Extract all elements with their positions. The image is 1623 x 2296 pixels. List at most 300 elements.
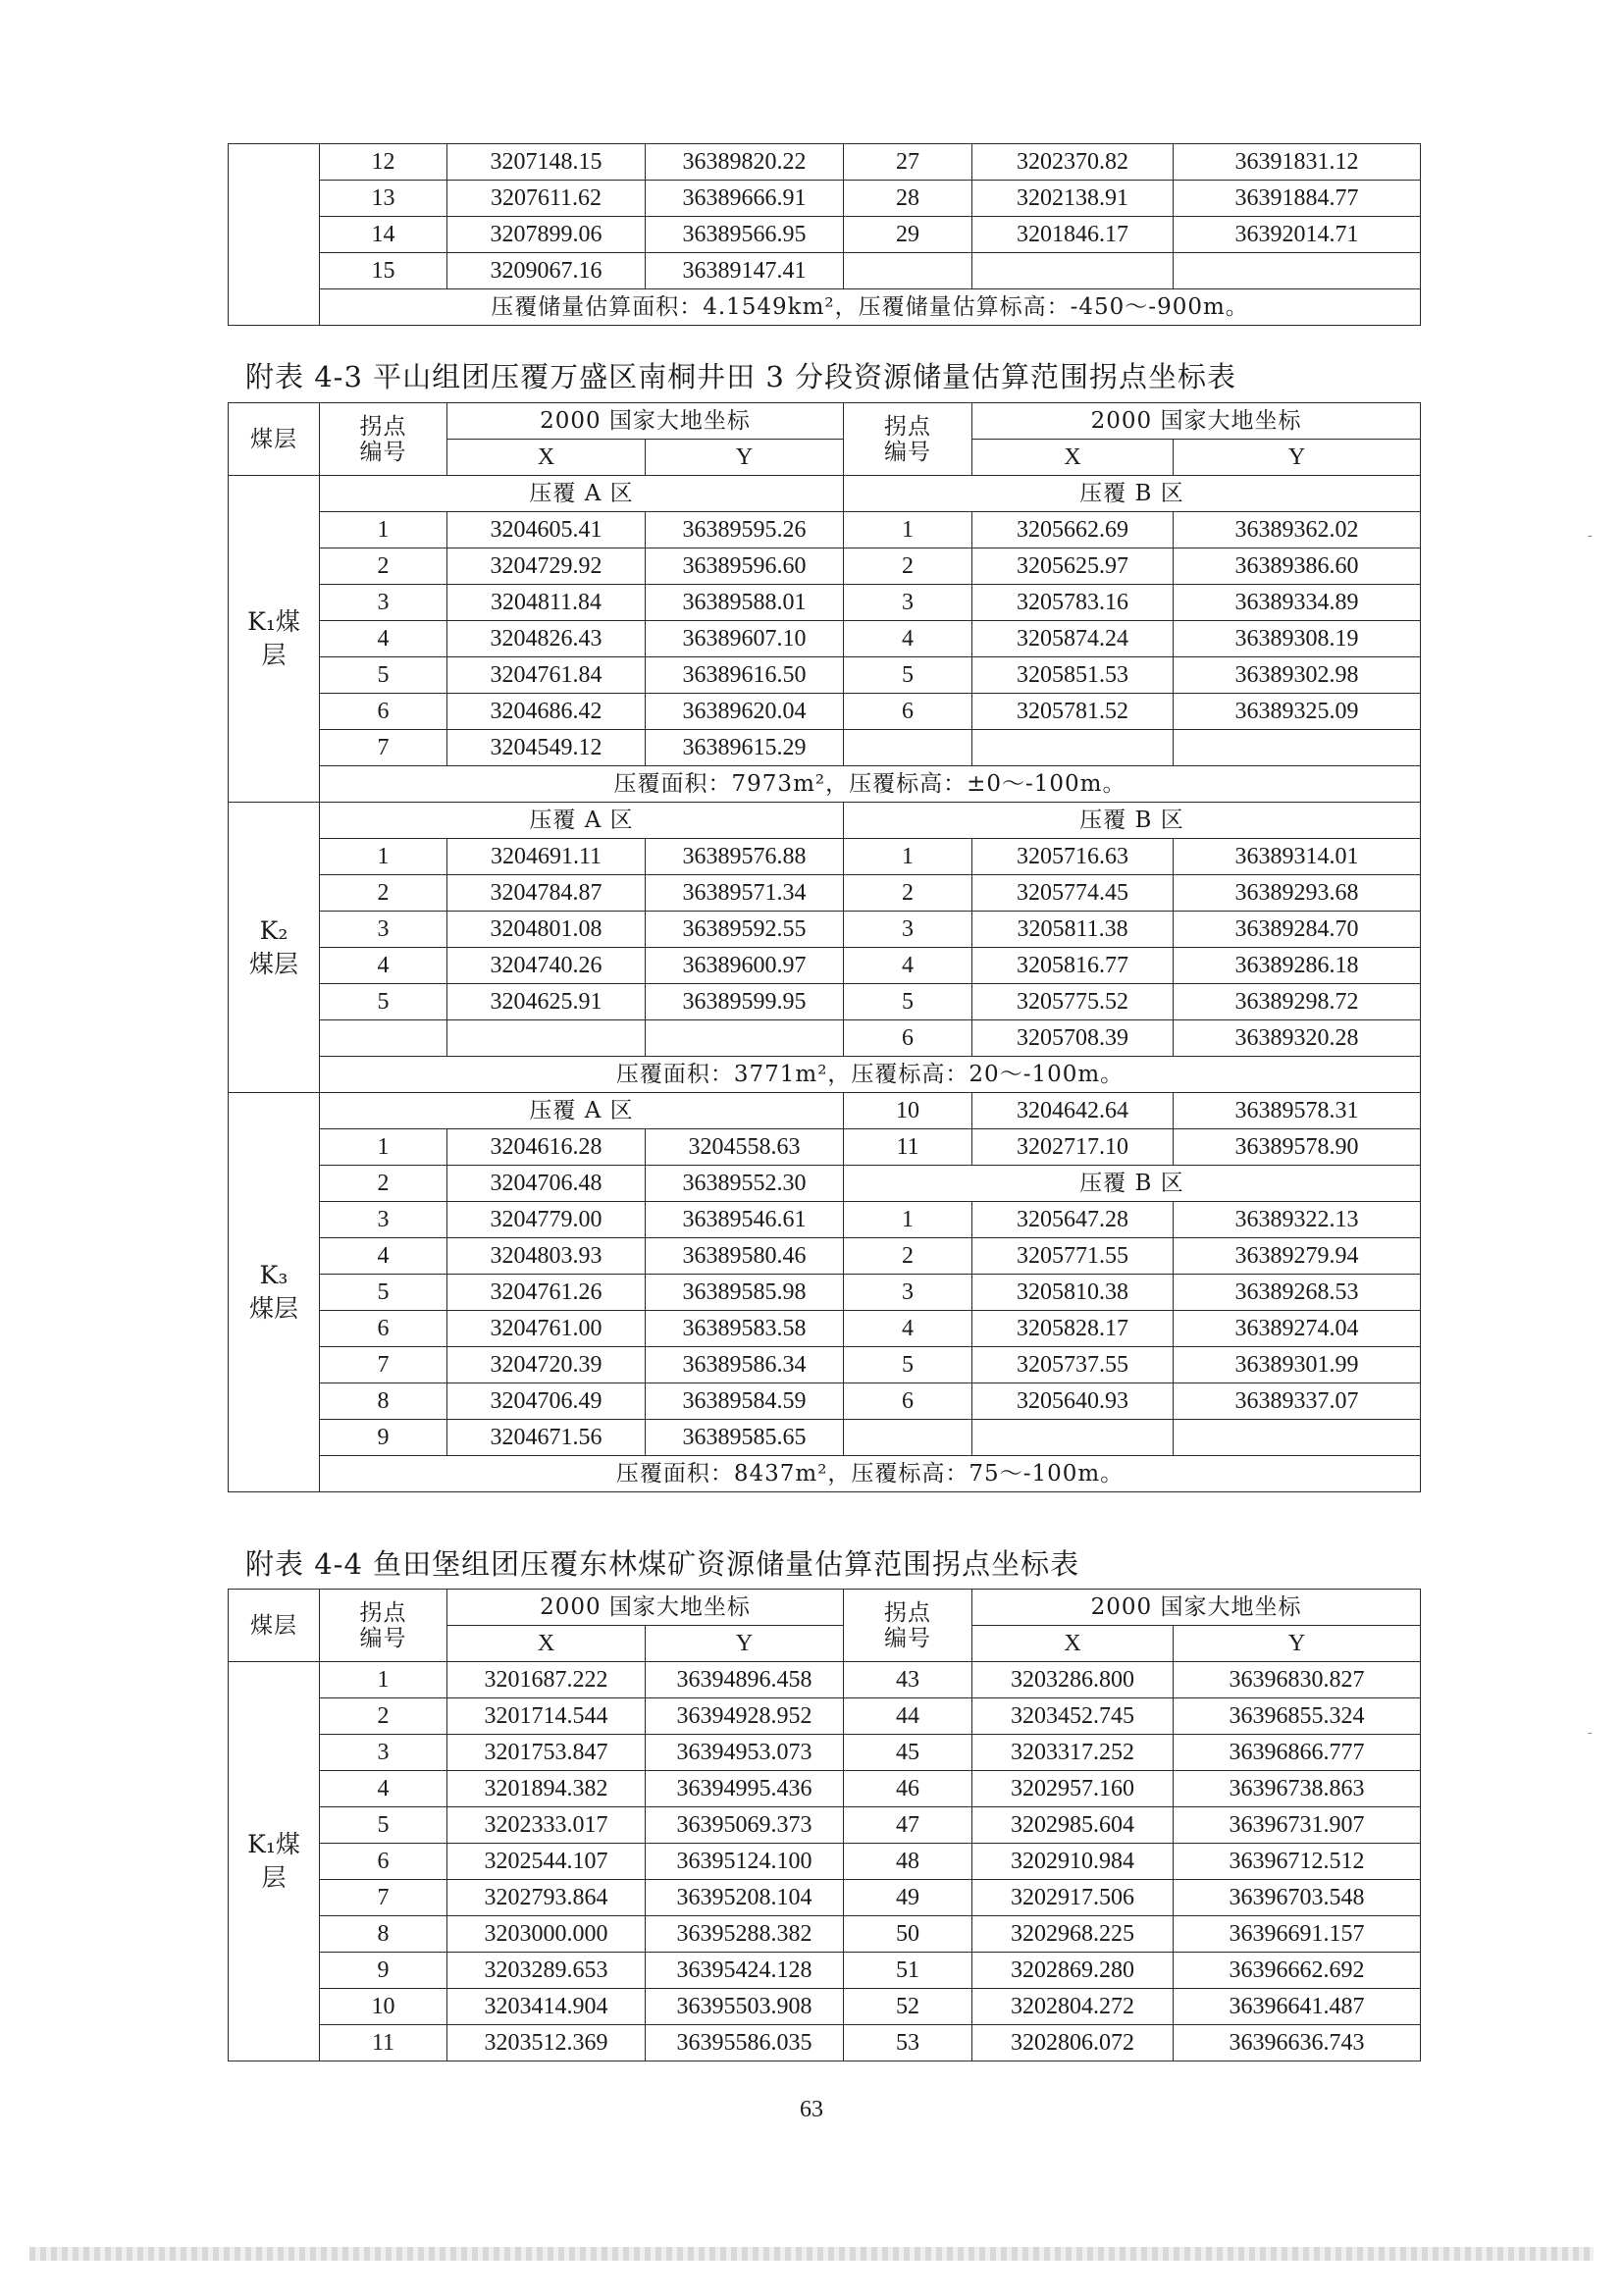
y-coordinate: 36389320.28 (1174, 1020, 1421, 1057)
point-number: 3 (844, 585, 972, 621)
x-coordinate: 3205625.97 (972, 548, 1174, 585)
x-coordinate: 3205737.55 (972, 1347, 1174, 1383)
y-coordinate: 36389293.68 (1174, 875, 1421, 912)
y-coordinate: 36389600.97 (646, 948, 844, 984)
point-number: 46 (844, 1771, 972, 1807)
header-point-no: 拐点 编号 (320, 403, 447, 476)
table-row (229, 1311, 1421, 1347)
point-number: 11 (320, 2025, 447, 2061)
x-coordinate: 3204616.28 (447, 1129, 646, 1166)
table-row (229, 1420, 1421, 1456)
table-row (229, 1807, 1421, 1844)
point-number: 2 (320, 548, 447, 585)
x-coordinate: 3204706.48 (447, 1166, 646, 1202)
table-row (229, 1275, 1421, 1311)
x-coordinate: 3205708.39 (972, 1020, 1174, 1057)
y-coordinate: 36389298.72 (1174, 984, 1421, 1020)
table-row (229, 1020, 1421, 1057)
x-coordinate: 3202985.604 (972, 1807, 1174, 1844)
point-number: 7 (320, 1347, 447, 1383)
x-coordinate: 3205647.28 (972, 1202, 1174, 1238)
x-coordinate: 3205874.24 (972, 621, 1174, 657)
table-row (229, 253, 1421, 289)
x-coordinate: 3202370.82 (972, 144, 1174, 181)
point-number: 9 (320, 1953, 447, 1989)
y-coordinate: 36396636.743 (1174, 2025, 1421, 2061)
note-row (229, 1057, 1421, 1093)
header-y: Y (1174, 1626, 1421, 1662)
x-coordinate: 3201753.847 (447, 1735, 646, 1771)
y-coordinate: 36389552.30 (646, 1166, 844, 1202)
x-coordinate: 3202793.864 (447, 1880, 646, 1916)
x-coordinate: 3207899.06 (447, 217, 646, 253)
table-row (229, 1383, 1421, 1420)
x-coordinate: 3205816.77 (972, 948, 1174, 984)
x-coordinate: 3202333.017 (447, 1807, 646, 1844)
x-coordinate: 3207148.15 (447, 144, 646, 181)
y-coordinate: 36389586.34 (646, 1347, 844, 1383)
x-coordinate: 3204625.91 (447, 984, 646, 1020)
table-row (229, 1238, 1421, 1275)
y-coordinate: 36389362.02 (1174, 512, 1421, 548)
header-x: X (447, 440, 646, 476)
y-coordinate: 36389268.53 (1174, 1275, 1421, 1311)
table-row (229, 1347, 1421, 1383)
y-coordinate: 36389302.98 (1174, 657, 1421, 694)
x-coordinate: 3203286.800 (972, 1662, 1174, 1698)
point-number: 2 (320, 1698, 447, 1735)
y-coordinate: 36395124.100 (646, 1844, 844, 1880)
x-coordinate: 3207611.62 (447, 181, 646, 217)
point-number: 44 (844, 1698, 972, 1735)
point-number: 4 (320, 1238, 447, 1275)
empty-cell (1174, 1420, 1421, 1456)
y-coordinate: 36391884.77 (1174, 181, 1421, 217)
table-row (229, 948, 1421, 984)
point-number: 1 (320, 512, 447, 548)
area-elevation-note: 压覆面积：7973m²，压覆标高：±0～-100m。 (320, 766, 1421, 803)
y-coordinate: 36396855.324 (1174, 1698, 1421, 1735)
x-coordinate: 3203289.653 (447, 1953, 646, 1989)
y-coordinate: 36394928.952 (646, 1698, 844, 1735)
y-coordinate: 36389314.01 (1174, 839, 1421, 875)
y-coordinate: 36389596.60 (646, 548, 844, 585)
zone-row (229, 1093, 1421, 1129)
coal-layer-label: K₁煤 层 (229, 1662, 320, 2061)
point-number: 13 (320, 181, 447, 217)
table-row (229, 512, 1421, 548)
coal-layer-label (229, 144, 320, 326)
point-number: 3 (320, 1735, 447, 1771)
y-coordinate: 36396703.548 (1174, 1880, 1421, 1916)
header-coord-system: 2000 国家大地坐标 (972, 403, 1421, 440)
y-coordinate: 36395069.373 (646, 1807, 844, 1844)
x-coordinate: 3204605.41 (447, 512, 646, 548)
y-coordinate: 36389284.70 (1174, 912, 1421, 948)
zone-b-label: 压覆 B 区 (844, 803, 1421, 839)
header-x: X (447, 1626, 646, 1662)
y-coordinate: 36389588.01 (646, 585, 844, 621)
point-number: 29 (844, 217, 972, 253)
header-row (229, 1590, 1421, 1626)
table-row (229, 2025, 1421, 2061)
x-coordinate: 3202910.984 (972, 1844, 1174, 1880)
point-number: 5 (320, 657, 447, 694)
x-coordinate: 3204706.49 (447, 1383, 646, 1420)
point-number: 2 (844, 875, 972, 912)
table-caption-4-3: 附表 4-3 平山组团压覆万盛区南桐井田 3 分段资源储量估算范围拐点坐标表 (245, 360, 1237, 393)
table-row (229, 730, 1421, 766)
header-row (229, 403, 1421, 440)
header-layer: 煤层 (229, 403, 320, 476)
point-number: 10 (844, 1093, 972, 1129)
x-coordinate: 3201687.222 (447, 1662, 646, 1698)
point-number: 49 (844, 1880, 972, 1916)
y-coordinate: 36394896.458 (646, 1662, 844, 1698)
y-coordinate: 36394953.073 (646, 1735, 844, 1771)
y-coordinate: 36395288.382 (646, 1916, 844, 1953)
table-row (229, 1202, 1421, 1238)
header-y: Y (646, 440, 844, 476)
coordinate-table-4-4 (228, 1589, 1421, 2061)
y-coordinate: 36389615.29 (646, 730, 844, 766)
point-number: 8 (320, 1916, 447, 1953)
point-number: 5 (844, 984, 972, 1020)
x-coordinate: 3202717.10 (972, 1129, 1174, 1166)
x-coordinate: 3204801.08 (447, 912, 646, 948)
x-coordinate: 3203317.252 (972, 1735, 1174, 1771)
y-coordinate: 36396712.512 (1174, 1844, 1421, 1880)
y-coordinate: 36389583.58 (646, 1311, 844, 1347)
y-coordinate: 36396866.777 (1174, 1735, 1421, 1771)
x-coordinate: 3203414.904 (447, 1989, 646, 2025)
point-number: 5 (320, 1275, 447, 1311)
y-coordinate: 3204558.63 (646, 1129, 844, 1166)
point-number: 6 (844, 1020, 972, 1057)
y-coordinate: 36389274.04 (1174, 1311, 1421, 1347)
zone-a-label: 压覆 A 区 (320, 476, 844, 512)
y-coordinate: 36391831.12 (1174, 144, 1421, 181)
y-coordinate (1174, 730, 1421, 766)
table-row (229, 1880, 1421, 1916)
note-row (229, 766, 1421, 803)
point-number: 14 (320, 217, 447, 253)
x-coordinate: 3203512.369 (447, 2025, 646, 2061)
x-coordinate: 3204691.11 (447, 839, 646, 875)
point-number: 5 (320, 1807, 447, 1844)
point-number: 5 (320, 984, 447, 1020)
y-coordinate: 36396731.907 (1174, 1807, 1421, 1844)
area-elevation-note: 压覆储量估算面积：4.1549km²，压覆储量估算标高：-450～-900m。 (320, 289, 1421, 326)
point-number: 3 (320, 585, 447, 621)
x-coordinate: 3204761.84 (447, 657, 646, 694)
zone-b-label: 压覆 B 区 (844, 1166, 1421, 1202)
y-coordinate: 36395208.104 (646, 1880, 844, 1916)
coal-layer-label: K₂ 煤层 (229, 803, 320, 1093)
x-coordinate: 3204642.64 (972, 1093, 1174, 1129)
y-coordinate: 36396662.692 (1174, 1953, 1421, 1989)
point-number: 4 (844, 621, 972, 657)
table-row (229, 984, 1421, 1020)
point-number: 1 (844, 839, 972, 875)
scan-mark: - (1588, 1725, 1593, 1741)
point-number (844, 730, 972, 766)
y-coordinate: 36392014.71 (1174, 217, 1421, 253)
point-number: 6 (844, 694, 972, 730)
header-point-no: 拐点 编号 (844, 403, 972, 476)
point-number: 3 (844, 1275, 972, 1311)
header-coord-system: 2000 国家大地坐标 (972, 1590, 1421, 1626)
y-coordinate: 36389584.59 (646, 1383, 844, 1420)
point-number: 3 (320, 1202, 447, 1238)
y-coordinate: 36389620.04 (646, 694, 844, 730)
table-row (229, 217, 1421, 253)
header-point-no: 拐点 编号 (844, 1590, 972, 1662)
x-coordinate: 3209067.16 (447, 253, 646, 289)
y-coordinate: 36389337.07 (1174, 1383, 1421, 1420)
y-coordinate (646, 1020, 844, 1057)
y-coordinate: 36389576.88 (646, 839, 844, 875)
y-coordinate: 36389301.99 (1174, 1347, 1421, 1383)
x-coordinate: 3202138.91 (972, 181, 1174, 217)
point-number: 4 (844, 948, 972, 984)
header-point-no: 拐点 编号 (320, 1590, 447, 1662)
zone-row (229, 476, 1421, 512)
x-coordinate: 3202869.280 (972, 1953, 1174, 1989)
header-coord-system: 2000 国家大地坐标 (447, 403, 844, 440)
table-row (229, 1129, 1421, 1166)
zone-a-label: 压覆 A 区 (320, 803, 844, 839)
y-coordinate: 36389386.60 (1174, 548, 1421, 585)
table-row (229, 1662, 1421, 1698)
point-number: 4 (320, 621, 447, 657)
point-number: 28 (844, 181, 972, 217)
y-coordinate: 36389592.55 (646, 912, 844, 948)
table-row (229, 912, 1421, 948)
point-number: 6 (320, 694, 447, 730)
y-coordinate: 36396641.487 (1174, 1989, 1421, 2025)
y-coordinate: 36389820.22 (646, 144, 844, 181)
x-coordinate: 3201846.17 (972, 217, 1174, 253)
point-number: 7 (320, 730, 447, 766)
table-row (229, 1771, 1421, 1807)
zone-a-label: 压覆 A 区 (320, 1093, 844, 1129)
x-coordinate: 3205851.53 (972, 657, 1174, 694)
point-number: 1 (844, 512, 972, 548)
x-coordinate: 3201894.382 (447, 1771, 646, 1807)
point-number (844, 253, 972, 289)
header-x: X (972, 440, 1174, 476)
x-coordinate: 3202957.160 (972, 1771, 1174, 1807)
point-number: 3 (844, 912, 972, 948)
x-coordinate: 3204779.00 (447, 1202, 646, 1238)
table-row (229, 1916, 1421, 1953)
table-row (229, 1953, 1421, 1989)
point-number (320, 1020, 447, 1057)
y-coordinate: 36389595.26 (646, 512, 844, 548)
x-coordinate: 3205811.38 (972, 912, 1174, 948)
y-coordinate: 36389578.31 (1174, 1093, 1421, 1129)
x-coordinate: 3204811.84 (447, 585, 646, 621)
x-coordinate: 3204826.43 (447, 621, 646, 657)
x-coordinate: 3204686.42 (447, 694, 646, 730)
y-coordinate: 36389599.95 (646, 984, 844, 1020)
y-coordinate: 36389286.18 (1174, 948, 1421, 984)
y-coordinate: 36389147.41 (646, 253, 844, 289)
table-caption-4-4: 附表 4-4 鱼田堡组团压覆东林煤矿资源储量估算范围拐点坐标表 (245, 1547, 1080, 1581)
x-coordinate: 3202544.107 (447, 1844, 646, 1880)
y-coordinate: 36395586.035 (646, 2025, 844, 2061)
x-coordinate: 3205774.45 (972, 875, 1174, 912)
point-number: 10 (320, 1989, 447, 2025)
y-coordinate: 36389585.98 (646, 1275, 844, 1311)
x-coordinate: 3205771.55 (972, 1238, 1174, 1275)
point-number: 1 (320, 1662, 447, 1698)
x-coordinate: 3202917.506 (972, 1880, 1174, 1916)
point-number: 12 (320, 144, 447, 181)
point-number: 51 (844, 1953, 972, 1989)
x-coordinate: 3205662.69 (972, 512, 1174, 548)
page-number: 63 (800, 2097, 823, 2122)
y-coordinate: 36389325.09 (1174, 694, 1421, 730)
table-row (229, 1166, 1421, 1202)
table-row (229, 181, 1421, 217)
point-number: 4 (320, 948, 447, 984)
table-row (229, 839, 1421, 875)
table-row (229, 585, 1421, 621)
x-coordinate: 3201714.544 (447, 1698, 646, 1735)
y-coordinate: 36395503.908 (646, 1989, 844, 2025)
point-number: 52 (844, 1989, 972, 2025)
header-x: X (972, 1626, 1174, 1662)
x-coordinate (972, 730, 1174, 766)
empty-cell (972, 1420, 1174, 1456)
coordinate-table-4-3 (228, 402, 1421, 1492)
x-coordinate: 3202968.225 (972, 1916, 1174, 1953)
y-coordinate: 36389571.34 (646, 875, 844, 912)
y-coordinate: 36389616.50 (646, 657, 844, 694)
y-coordinate: 36396830.827 (1174, 1662, 1421, 1698)
x-coordinate: 3205783.16 (972, 585, 1174, 621)
x-coordinate: 3203000.000 (447, 1916, 646, 1953)
table-row (229, 1989, 1421, 2025)
point-number: 4 (320, 1771, 447, 1807)
y-coordinate: 36389580.46 (646, 1238, 844, 1275)
table-row (229, 1844, 1421, 1880)
point-number: 45 (844, 1735, 972, 1771)
coal-layer-label: K₃ 煤层 (229, 1093, 320, 1492)
x-coordinate: 3205828.17 (972, 1311, 1174, 1347)
y-coordinate: 36389578.90 (1174, 1129, 1421, 1166)
area-elevation-note: 压覆面积：8437m²，压覆标高：75～-100m。 (320, 1456, 1421, 1492)
point-number: 7 (320, 1880, 447, 1916)
y-coordinate: 36389585.65 (646, 1420, 844, 1456)
point-number: 1 (320, 1129, 447, 1166)
header-layer: 煤层 (229, 1590, 320, 1662)
y-coordinate: 36389666.91 (646, 181, 844, 217)
y-coordinate: 36389322.13 (1174, 1202, 1421, 1238)
x-coordinate (972, 253, 1174, 289)
note-row (229, 289, 1421, 326)
y-coordinate (1174, 253, 1421, 289)
header-y: Y (1174, 440, 1421, 476)
empty-cell (844, 1420, 972, 1456)
point-number: 5 (844, 1347, 972, 1383)
y-coordinate: 36389334.89 (1174, 585, 1421, 621)
x-coordinate: 3203452.745 (972, 1698, 1174, 1735)
point-number: 50 (844, 1916, 972, 1953)
x-coordinate: 3202804.272 (972, 1989, 1174, 2025)
y-coordinate: 36396738.863 (1174, 1771, 1421, 1807)
x-coordinate: 3204761.26 (447, 1275, 646, 1311)
x-coordinate: 3204549.12 (447, 730, 646, 766)
point-number: 11 (844, 1129, 972, 1166)
table-row (229, 548, 1421, 585)
x-coordinate: 3202806.072 (972, 2025, 1174, 2061)
continued-coordinate-table (228, 143, 1421, 326)
scan-footer-band (29, 2247, 1594, 2261)
point-number: 53 (844, 2025, 972, 2061)
point-number: 6 (320, 1311, 447, 1347)
y-coordinate: 36396691.157 (1174, 1916, 1421, 1953)
point-number: 2 (844, 548, 972, 585)
table-row (229, 657, 1421, 694)
point-number: 8 (320, 1383, 447, 1420)
point-number: 3 (320, 912, 447, 948)
area-elevation-note: 压覆面积：3771m²，压覆标高：20～-100m。 (320, 1057, 1421, 1093)
point-number: 47 (844, 1807, 972, 1844)
x-coordinate: 3204720.39 (447, 1347, 646, 1383)
point-number: 6 (844, 1383, 972, 1420)
point-number: 27 (844, 144, 972, 181)
point-number: 2 (320, 1166, 447, 1202)
x-coordinate: 3204729.92 (447, 548, 646, 585)
y-coordinate: 36389279.94 (1174, 1238, 1421, 1275)
point-number: 48 (844, 1844, 972, 1880)
zone-b-label: 压覆 B 区 (844, 476, 1421, 512)
y-coordinate: 36389546.61 (646, 1202, 844, 1238)
x-coordinate (447, 1020, 646, 1057)
coal-layer-label: K₁煤 层 (229, 476, 320, 803)
y-coordinate: 36389308.19 (1174, 621, 1421, 657)
x-coordinate: 3204740.26 (447, 948, 646, 984)
table-row (229, 694, 1421, 730)
point-number: 43 (844, 1662, 972, 1698)
point-number: 15 (320, 253, 447, 289)
note-row (229, 1456, 1421, 1492)
x-coordinate: 3204671.56 (447, 1420, 646, 1456)
y-coordinate: 36395424.128 (646, 1953, 844, 1989)
x-coordinate: 3205640.93 (972, 1383, 1174, 1420)
table-row (229, 1735, 1421, 1771)
x-coordinate: 3204761.00 (447, 1311, 646, 1347)
point-number: 4 (844, 1311, 972, 1347)
point-number: 2 (844, 1238, 972, 1275)
x-coordinate: 3205775.52 (972, 984, 1174, 1020)
header-coord-system: 2000 国家大地坐标 (447, 1590, 844, 1626)
table-row (229, 621, 1421, 657)
point-number: 5 (844, 657, 972, 694)
point-number: 6 (320, 1844, 447, 1880)
point-number: 2 (320, 875, 447, 912)
y-coordinate: 36389566.95 (646, 217, 844, 253)
x-coordinate: 3204784.87 (447, 875, 646, 912)
point-number: 1 (844, 1202, 972, 1238)
table-row (229, 875, 1421, 912)
x-coordinate: 3205781.52 (972, 694, 1174, 730)
table-row (229, 144, 1421, 181)
scan-mark: - (1588, 528, 1593, 544)
